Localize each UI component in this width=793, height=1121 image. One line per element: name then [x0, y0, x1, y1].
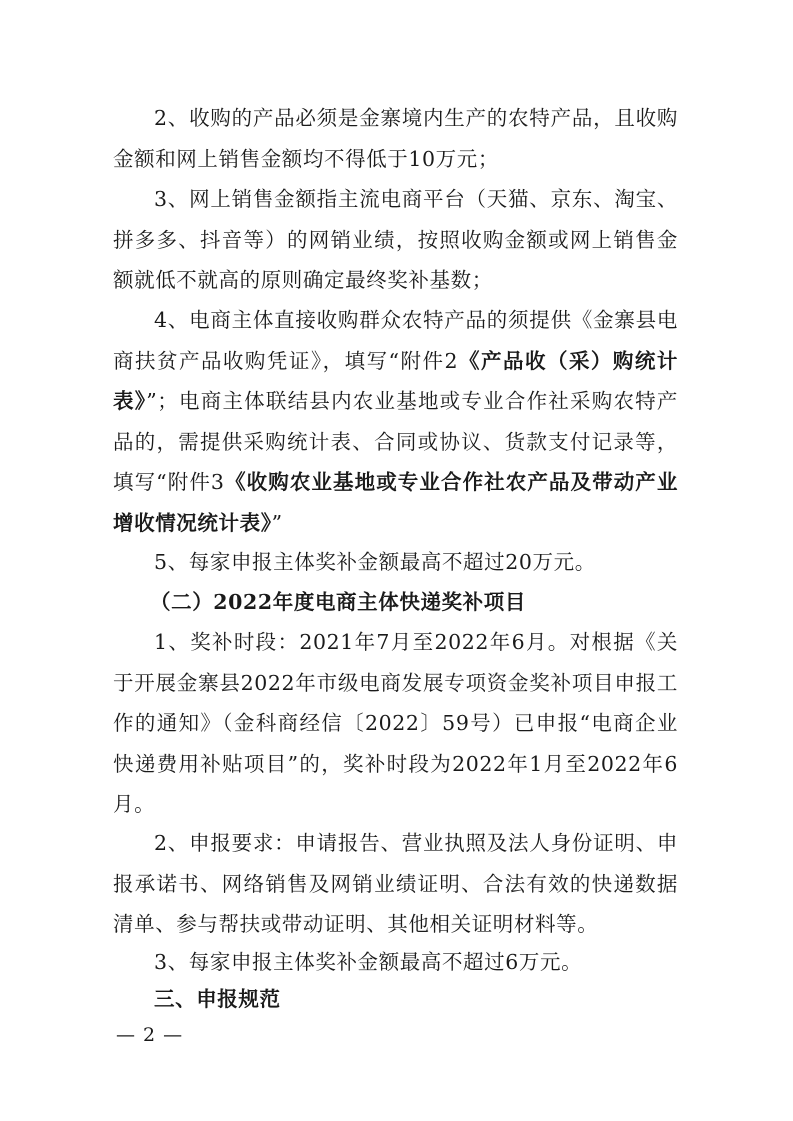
- item-4-text-e: ”: [271, 510, 283, 535]
- item-4-text-c: ”；电商主体联结县内农业基地或专业合作社采购农特产品的，需提供采购统计表、合同或协议、货款支付记录等，填写“附件3: [113, 389, 678, 494]
- paragraph-express-1: 1、奖补时段：2021年7月至2022年6月。对根据《关于开展金寨县2022年市级电商发展专项资金奖补项目申报工作的通知》（金科商经信〔2022〕59号）已申报“电商企业快递费用补贴项目”的，奖补时段为2022年1月至2022年6月。: [113, 630, 678, 816]
- section-heading-3: 三、申报规范: [154, 987, 281, 1011]
- item-4-attachment-3-title: 《收购农业基地或专业合作社农产品及带动产业增收情况统计表》: [113, 470, 678, 535]
- page-number: — 2 —: [116, 1024, 184, 1046]
- paragraph-item-2: 2、收购的产品必须是金寨境内生产的农特产品，且收购金额和网上销售金额均不得低于10万元；: [113, 106, 678, 171]
- paragraph-item-4: [113, 300, 678, 543]
- paragraph-express-2: 2、申报要求：申请报告、营业执照及法人身份证明、申报承诺书、网络销售及网销业绩证明、合法有效的快递数据清单、参与帮扶或带动证明、其他相关证明材料等。: [113, 831, 678, 936]
- item-4-attachment-2-title: 《产品收（采）购统计表》: [113, 348, 678, 413]
- paragraph-item-3: 3、网上销售金额指主流电商平台（天猫、京东、淘宝、拼多多、抖音等）的网销业绩，按照收购金额或网上销售金额就低不就高的原则确定最终奖补基数；: [113, 187, 678, 292]
- paragraph-item-5: 5、每家申报主体奖补金额最高不超过20万元。: [154, 550, 596, 574]
- section-heading-2: （二）2022年度电商主体快递奖补项目: [150, 590, 526, 614]
- paragraph-express-3: 3、每家申报主体奖补金额最高不超过6万元。: [154, 950, 583, 974]
- item-4-text-a: 4、电商主体直接收购群众农特产品的须提供《金寨县电商扶贫产品收购凭证》，填写“附件2: [113, 308, 678, 373]
